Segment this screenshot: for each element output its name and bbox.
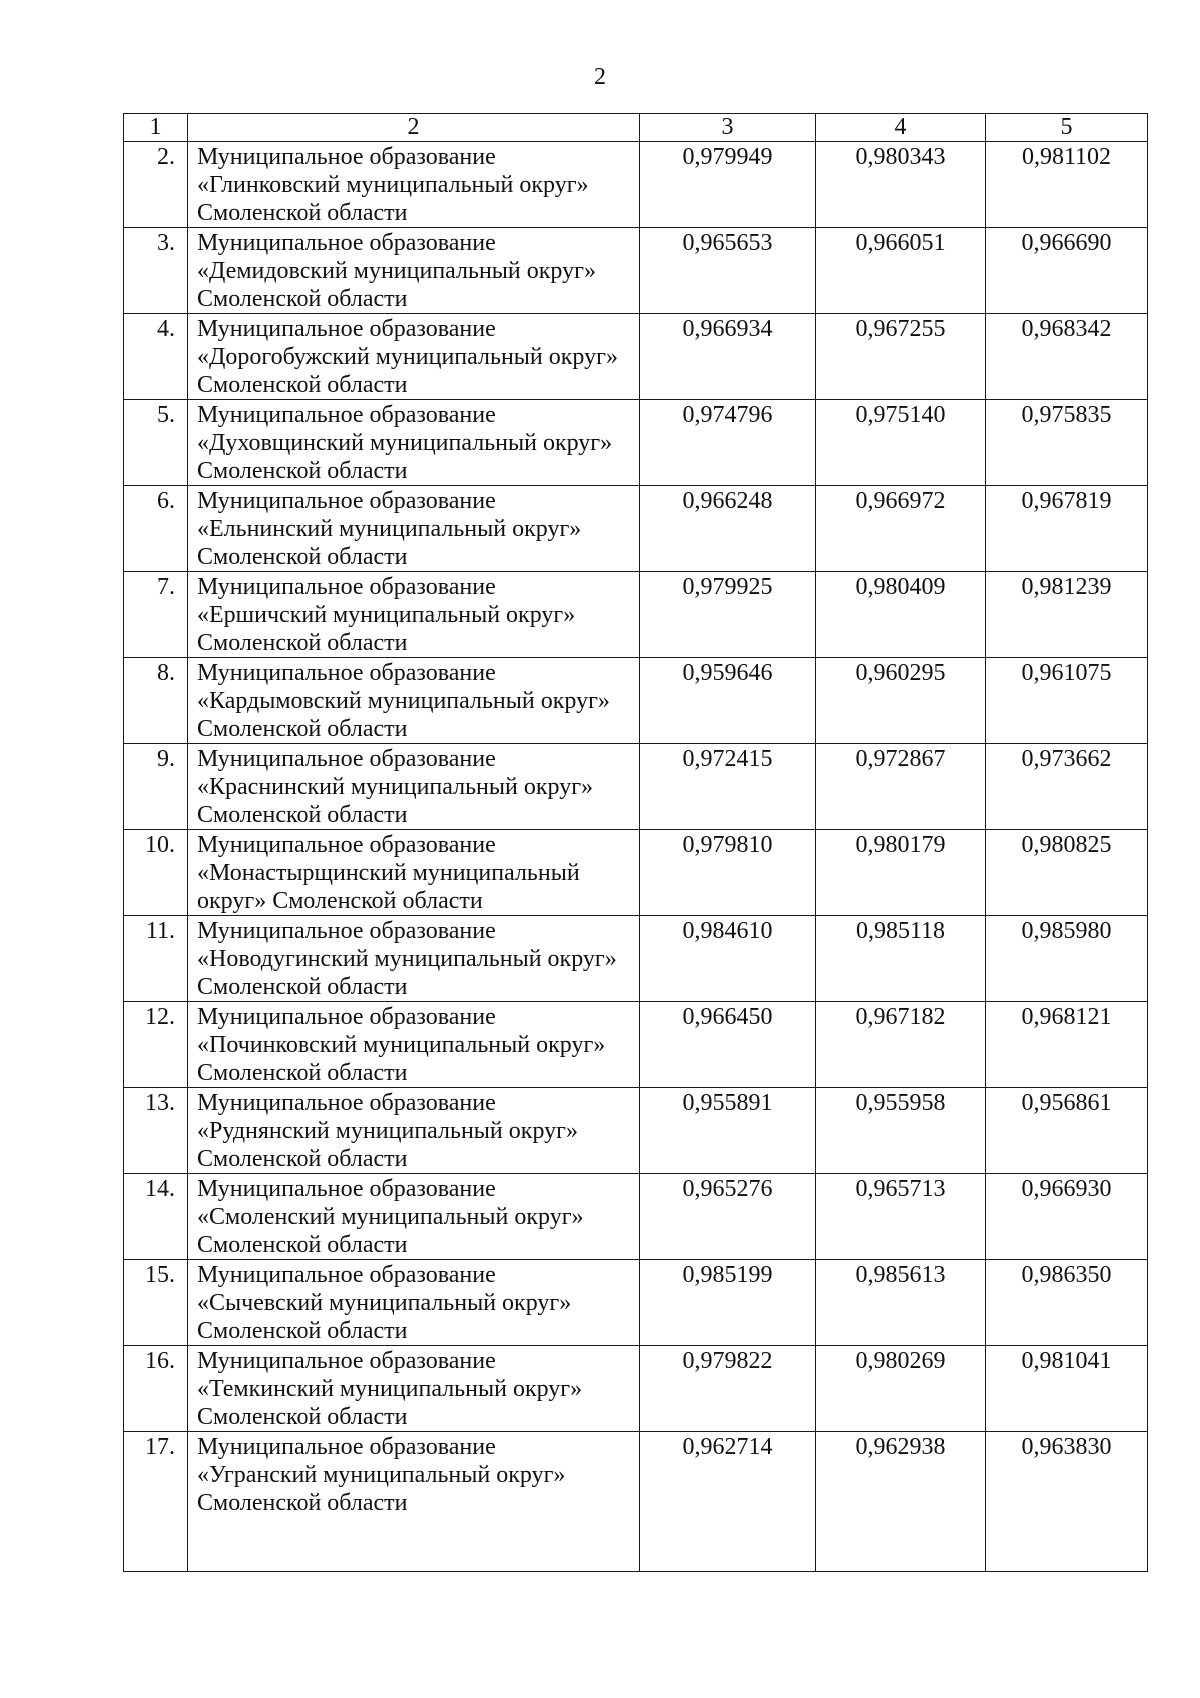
municipality-name-cell bbox=[188, 1260, 640, 1346]
municipality-name-line: Муниципальное образование bbox=[197, 660, 496, 686]
municipality-name-line: «Починковский муниципальный округ» bbox=[197, 1032, 606, 1058]
municipality-name-cell bbox=[188, 744, 640, 830]
municipality-name-line: Смоленской области bbox=[197, 200, 408, 226]
value-cell-c4: 0,966972 bbox=[816, 486, 986, 572]
value-cell-c4: 0,985118 bbox=[816, 916, 986, 1002]
municipality-name-cell bbox=[188, 916, 640, 1002]
municipality-name-line: Смоленской области bbox=[197, 630, 408, 656]
value-cell-c3: 0,965653 bbox=[640, 228, 816, 314]
table-row bbox=[124, 400, 1148, 486]
row-number-cell: 7. bbox=[124, 572, 188, 658]
column-header: 5 bbox=[986, 114, 1148, 142]
municipality-name-line: Муниципальное образование bbox=[197, 1004, 496, 1030]
municipality-name-line: Муниципальное образование bbox=[197, 230, 496, 256]
municipality-name-line: Смоленской области bbox=[197, 1146, 408, 1172]
row-number-cell: 3. bbox=[124, 228, 188, 314]
table-row bbox=[124, 228, 1148, 314]
value-cell-c4: 0,960295 bbox=[816, 658, 986, 744]
table-row bbox=[124, 572, 1148, 658]
value-cell-c3: 0,972415 bbox=[640, 744, 816, 830]
value-cell-c5: 0,981239 bbox=[986, 572, 1148, 658]
table-row bbox=[124, 142, 1148, 228]
value-cell-c4: 0,955958 bbox=[816, 1088, 986, 1174]
municipality-name-line: Муниципальное образование bbox=[197, 1176, 496, 1202]
value-cell-c4: 0,980409 bbox=[816, 572, 986, 658]
page-number: 2 bbox=[594, 64, 606, 90]
value-cell-c5: 0,966690 bbox=[986, 228, 1148, 314]
value-cell-c3: 0,966450 bbox=[640, 1002, 816, 1088]
municipality-name-line: Муниципальное образование bbox=[197, 832, 496, 858]
municipality-name-line: Муниципальное образование bbox=[197, 488, 496, 514]
value-cell-c3: 0,979810 bbox=[640, 830, 816, 916]
value-cell-c5: 0,981102 bbox=[986, 142, 1148, 228]
value-cell-c5: 0,966930 bbox=[986, 1174, 1148, 1260]
table-row bbox=[124, 1088, 1148, 1174]
row-number-cell: 15. bbox=[124, 1260, 188, 1346]
municipality-name-line: «Монастырщинский муниципальный bbox=[197, 860, 580, 886]
value-cell-c3: 0,974796 bbox=[640, 400, 816, 486]
value-cell-c3: 0,955891 bbox=[640, 1088, 816, 1174]
value-cell-c4: 0,965713 bbox=[816, 1174, 986, 1260]
municipality-name-cell bbox=[188, 314, 640, 400]
value-cell-c3: 0,965276 bbox=[640, 1174, 816, 1260]
municipality-name-line: «Смоленский муниципальный округ» bbox=[197, 1204, 584, 1230]
row-number-cell: 9. bbox=[124, 744, 188, 830]
value-cell-c5: 0,980825 bbox=[986, 830, 1148, 916]
municipality-name-line: «Угранский муниципальный округ» bbox=[197, 1462, 566, 1488]
value-cell-c5: 0,956861 bbox=[986, 1088, 1148, 1174]
table-row bbox=[124, 916, 1148, 1002]
row-number-cell: 13. bbox=[124, 1088, 188, 1174]
municipality-name-line: «Новодугинский муниципальный округ» bbox=[197, 946, 617, 972]
value-cell-c4: 0,985613 bbox=[816, 1260, 986, 1346]
value-cell-c3: 0,985199 bbox=[640, 1260, 816, 1346]
value-cell-c4: 0,975140 bbox=[816, 400, 986, 486]
municipality-name-cell bbox=[188, 1002, 640, 1088]
row-number-cell: 2. bbox=[124, 142, 188, 228]
column-header: 1 bbox=[124, 114, 188, 142]
value-cell-c5: 0,967819 bbox=[986, 486, 1148, 572]
municipality-name-cell bbox=[188, 658, 640, 744]
municipality-name-line: «Демидовский муниципальный округ» bbox=[197, 258, 596, 284]
municipality-name-line: «Дорогобужский муниципальный округ» bbox=[197, 344, 618, 370]
value-cell-c3: 0,984610 bbox=[640, 916, 816, 1002]
row-number-cell: 4. bbox=[124, 314, 188, 400]
row-number-cell: 14. bbox=[124, 1174, 188, 1260]
municipality-name-line: «Глинковский муниципальный округ» bbox=[197, 172, 589, 198]
municipality-name-line: «Руднянский муниципальный округ» bbox=[197, 1118, 578, 1144]
value-cell-c5: 0,961075 bbox=[986, 658, 1148, 744]
value-cell-c3: 0,962714 bbox=[640, 1432, 816, 1572]
municipality-name-line: Муниципальное образование bbox=[197, 1262, 496, 1288]
row-number-cell: 17. bbox=[124, 1432, 188, 1572]
table-row bbox=[124, 1346, 1148, 1432]
table-row bbox=[124, 1260, 1148, 1346]
row-number-cell: 16. bbox=[124, 1346, 188, 1432]
table-row bbox=[124, 1002, 1148, 1088]
value-cell-c5: 0,968121 bbox=[986, 1002, 1148, 1088]
municipality-name-line: Муниципальное образование bbox=[197, 918, 496, 944]
row-number-cell: 11. bbox=[124, 916, 188, 1002]
table-row bbox=[124, 744, 1148, 830]
value-cell-c4: 0,967255 bbox=[816, 314, 986, 400]
municipality-name-line: Муниципальное образование bbox=[197, 402, 496, 428]
table-row bbox=[124, 1174, 1148, 1260]
municipality-name-line: Смоленской области bbox=[197, 1404, 408, 1430]
value-cell-c3: 0,979925 bbox=[640, 572, 816, 658]
municipality-name-line: Смоленской области bbox=[197, 802, 408, 828]
municipality-name-line: Смоленской области bbox=[197, 372, 408, 398]
row-number-cell: 10. bbox=[124, 830, 188, 916]
row-number-cell: 6. bbox=[124, 486, 188, 572]
column-header: 3 bbox=[640, 114, 816, 142]
municipality-name-line: Смоленской области bbox=[197, 1318, 408, 1344]
column-header: 4 bbox=[816, 114, 986, 142]
column-header: 2 bbox=[188, 114, 640, 142]
municipality-name-line: Смоленской области bbox=[197, 458, 408, 484]
municipality-name-line: «Ершичский муниципальный округ» bbox=[197, 602, 576, 628]
value-cell-c5: 0,985980 bbox=[986, 916, 1148, 1002]
table-row bbox=[124, 486, 1148, 572]
municipality-name-line: «Ельнинский муниципальный округ» bbox=[197, 516, 582, 542]
municipality-name-line: Смоленской области bbox=[197, 974, 408, 1000]
table-row bbox=[124, 1432, 1148, 1572]
value-cell-c5: 0,986350 bbox=[986, 1260, 1148, 1346]
municipality-name-line: Муниципальное образование bbox=[197, 1348, 496, 1374]
value-cell-c5: 0,975835 bbox=[986, 400, 1148, 486]
value-cell-c3: 0,979949 bbox=[640, 142, 816, 228]
municipality-name-line: Муниципальное образование bbox=[197, 574, 496, 600]
municipality-name-cell bbox=[188, 1088, 640, 1174]
municipality-name-line: Муниципальное образование bbox=[197, 1090, 496, 1116]
table-body bbox=[124, 142, 1148, 1572]
municipality-name-cell bbox=[188, 486, 640, 572]
municipality-name-line: Смоленской области bbox=[197, 1232, 408, 1258]
municipality-name-cell bbox=[188, 142, 640, 228]
value-cell-c4: 0,980179 bbox=[816, 830, 986, 916]
municipality-name-line: Муниципальное образование bbox=[197, 746, 496, 772]
row-number-cell: 12. bbox=[124, 1002, 188, 1088]
municipality-name-line: Муниципальное образование bbox=[197, 144, 496, 170]
table-row bbox=[124, 314, 1148, 400]
municipality-name-cell bbox=[188, 1432, 640, 1572]
municipality-name-cell bbox=[188, 1346, 640, 1432]
municipality-name-line: «Краснинский муниципальный округ» bbox=[197, 774, 594, 800]
municipality-name-line: Муниципальное образование bbox=[197, 316, 496, 342]
table-row bbox=[124, 830, 1148, 916]
value-cell-c3: 0,959646 bbox=[640, 658, 816, 744]
value-cell-c4: 0,980343 bbox=[816, 142, 986, 228]
row-number-cell: 5. bbox=[124, 400, 188, 486]
municipality-name-line: Смоленской области bbox=[197, 1060, 408, 1086]
municipality-name-line: «Духовщинский муниципальный округ» bbox=[197, 430, 613, 456]
municipality-name-cell bbox=[188, 400, 640, 486]
municipality-name-line: Муниципальное образование bbox=[197, 1434, 496, 1460]
table-header-row bbox=[124, 114, 1148, 142]
value-cell-c4: 0,967182 bbox=[816, 1002, 986, 1088]
value-cell-c3: 0,966248 bbox=[640, 486, 816, 572]
data-table bbox=[123, 113, 1148, 1572]
municipality-name-cell bbox=[188, 830, 640, 916]
table-row bbox=[124, 658, 1148, 744]
municipality-name-line: Смоленской области bbox=[197, 544, 408, 570]
value-cell-c5: 0,981041 bbox=[986, 1346, 1148, 1432]
municipality-name-cell bbox=[188, 572, 640, 658]
municipality-name-line: Смоленской области bbox=[197, 716, 408, 742]
value-cell-c4: 0,962938 bbox=[816, 1432, 986, 1572]
value-cell-c4: 0,966051 bbox=[816, 228, 986, 314]
value-cell-c4: 0,980269 bbox=[816, 1346, 986, 1432]
value-cell-c5: 0,968342 bbox=[986, 314, 1148, 400]
value-cell-c3: 0,979822 bbox=[640, 1346, 816, 1432]
value-cell-c5: 0,963830 bbox=[986, 1432, 1148, 1572]
municipality-name-line: «Темкинский муниципальный округ» bbox=[197, 1376, 583, 1402]
value-cell-c4: 0,972867 bbox=[816, 744, 986, 830]
row-number-cell: 8. bbox=[124, 658, 188, 744]
municipality-name-line: «Сычевский муниципальный округ» bbox=[197, 1290, 572, 1316]
value-cell-c5: 0,973662 bbox=[986, 744, 1148, 830]
municipality-name-line: «Кардымовский муниципальный округ» bbox=[197, 688, 610, 714]
municipality-name-line: Смоленской области bbox=[197, 1490, 408, 1516]
municipality-name-cell bbox=[188, 1174, 640, 1260]
municipality-name-cell bbox=[188, 228, 640, 314]
municipality-name-line: округ» Смоленской области bbox=[197, 888, 483, 914]
municipality-name-line: Смоленской области bbox=[197, 286, 408, 312]
value-cell-c3: 0,966934 bbox=[640, 314, 816, 400]
